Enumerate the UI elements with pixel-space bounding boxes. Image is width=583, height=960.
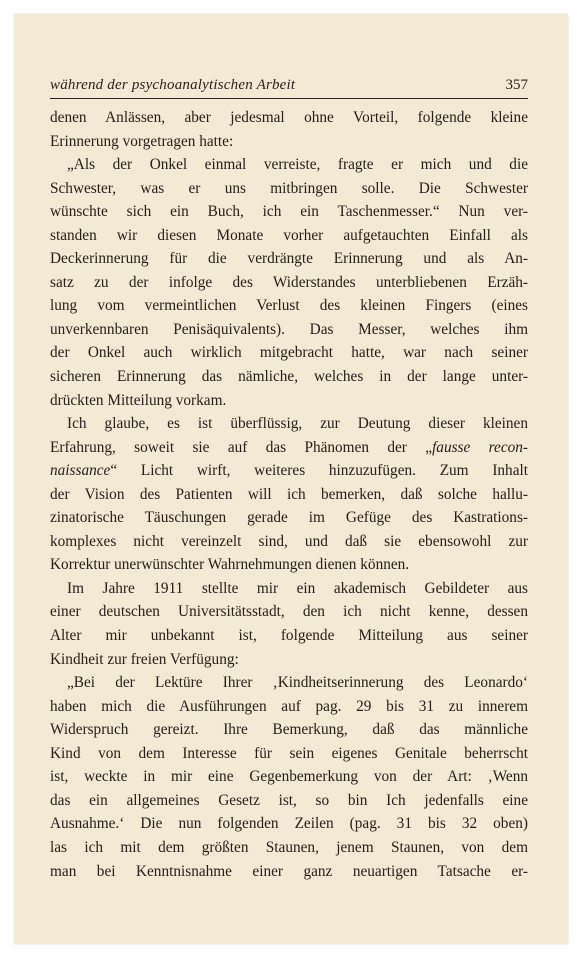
text-line: ist, weckte in mir eine Gegenbemerkung von der Art: ‚Wenn <box>50 768 528 786</box>
text-line: man bei Kenntnisnahme einer ganz neuartigen Tatsache er- <box>50 862 528 880</box>
running-head: während der psychoanalytischen Arbeit <box>50 77 296 93</box>
text-line: standen wir diesen Monate vorher aufgetauchten Einfall als <box>50 226 528 244</box>
text-line: Erfahrung, soweit sie auf das Phänomen der „fausse recon- <box>50 438 528 456</box>
text-line: Im Jahre 1911 stellte mir ein akademisch Gebildeter aus <box>67 579 528 597</box>
text-line: Alter mir unbekannt ist, folgende Mitteilung aus seiner <box>50 627 528 645</box>
page-number: 357 <box>505 77 528 93</box>
text-line: Deckerinnerung für die verdrängte Erinnerung und als An- <box>50 250 528 268</box>
text-line: Ich glaube, es ist überflüssig, zur Deutung dieser kleinen <box>67 415 528 433</box>
text-line: das ein allgemeines Gesetz ist, so bin Ich jedenfalls eine <box>50 791 528 809</box>
text-line: Schwester, was er uns mitbringen solle. Die Schwester <box>50 179 528 197</box>
text-line: Korrektur unerwünschter Wahrnehmungen dienen können. <box>50 556 410 574</box>
text-line: wünschte sich ein Buch, ich ein Taschenmesser.“ Nun ver- <box>50 203 528 221</box>
body-text <box>50 106 528 883</box>
text-line: sicheren Erinnerung das nämliche, welches in der lange unter- <box>50 368 528 386</box>
text-line: einer deutschen Universitätsstadt, den ich nicht kenne, dessen <box>50 603 528 621</box>
text-line: unverkennbaren Penisäquivalents). Das Messer, welches ihm <box>50 320 528 338</box>
text-line: Widerspruch gereizt. Ihre Bemerkung, daß das männliche <box>50 721 528 739</box>
text-line: der Vision des Patienten will ich bemerken, daß solche hallu- <box>50 485 528 503</box>
text-line: komplexes nicht vereinzelt sind, und daß sie ebensowohl zur <box>50 532 528 550</box>
text-line: haben mich die Ausführungen auf pag. 29 bis 31 zu innerem <box>50 697 528 715</box>
text-line: drückten Mitteilung vorkam. <box>50 391 227 409</box>
text-line: Kindheit zur freien Verfügung: <box>50 650 239 668</box>
book-page <box>14 14 568 944</box>
text-line: las ich mit dem größten Staunen, jenem Staunen, von dem <box>50 838 528 856</box>
text-line: lung vom vermeintlichen Verlust des kleinen Fingers (eines <box>50 297 528 315</box>
text-line: satz zu der infolge des Widerstandes unterbliebenen Erzäh- <box>50 273 528 291</box>
page-header <box>50 66 528 99</box>
text-line: Erinnerung vorgetragen hatte: <box>50 132 234 150</box>
text-line: Kind von dem Interesse für sein eigenes Genitale beherrscht <box>50 744 528 762</box>
text-line: Ausnahme.‘ Die nun folgenden Zeilen (pag. 31 bis 32 oben) <box>50 815 528 833</box>
text-line: denen Anlässen, aber jedesmal ohne Vorteil, folgende kleine <box>50 109 528 126</box>
text-line: „Bei der Lektüre Ihrer ‚Kindheitserinnerung des Leonardo‘ <box>67 674 528 692</box>
text-line: der Onkel auch wirklich mitgebracht hatte, war nach seiner <box>50 344 528 362</box>
text-line: zinatorische Täuschungen gerade im Gefüge des Kastrations- <box>50 509 528 527</box>
text-line: naissance“ Licht wirft, weiteres hinzuzufügen. Zum Inhalt <box>50 462 528 480</box>
text-line: „Als der Onkel einmal verreiste, fragte er mich und die <box>67 156 528 174</box>
